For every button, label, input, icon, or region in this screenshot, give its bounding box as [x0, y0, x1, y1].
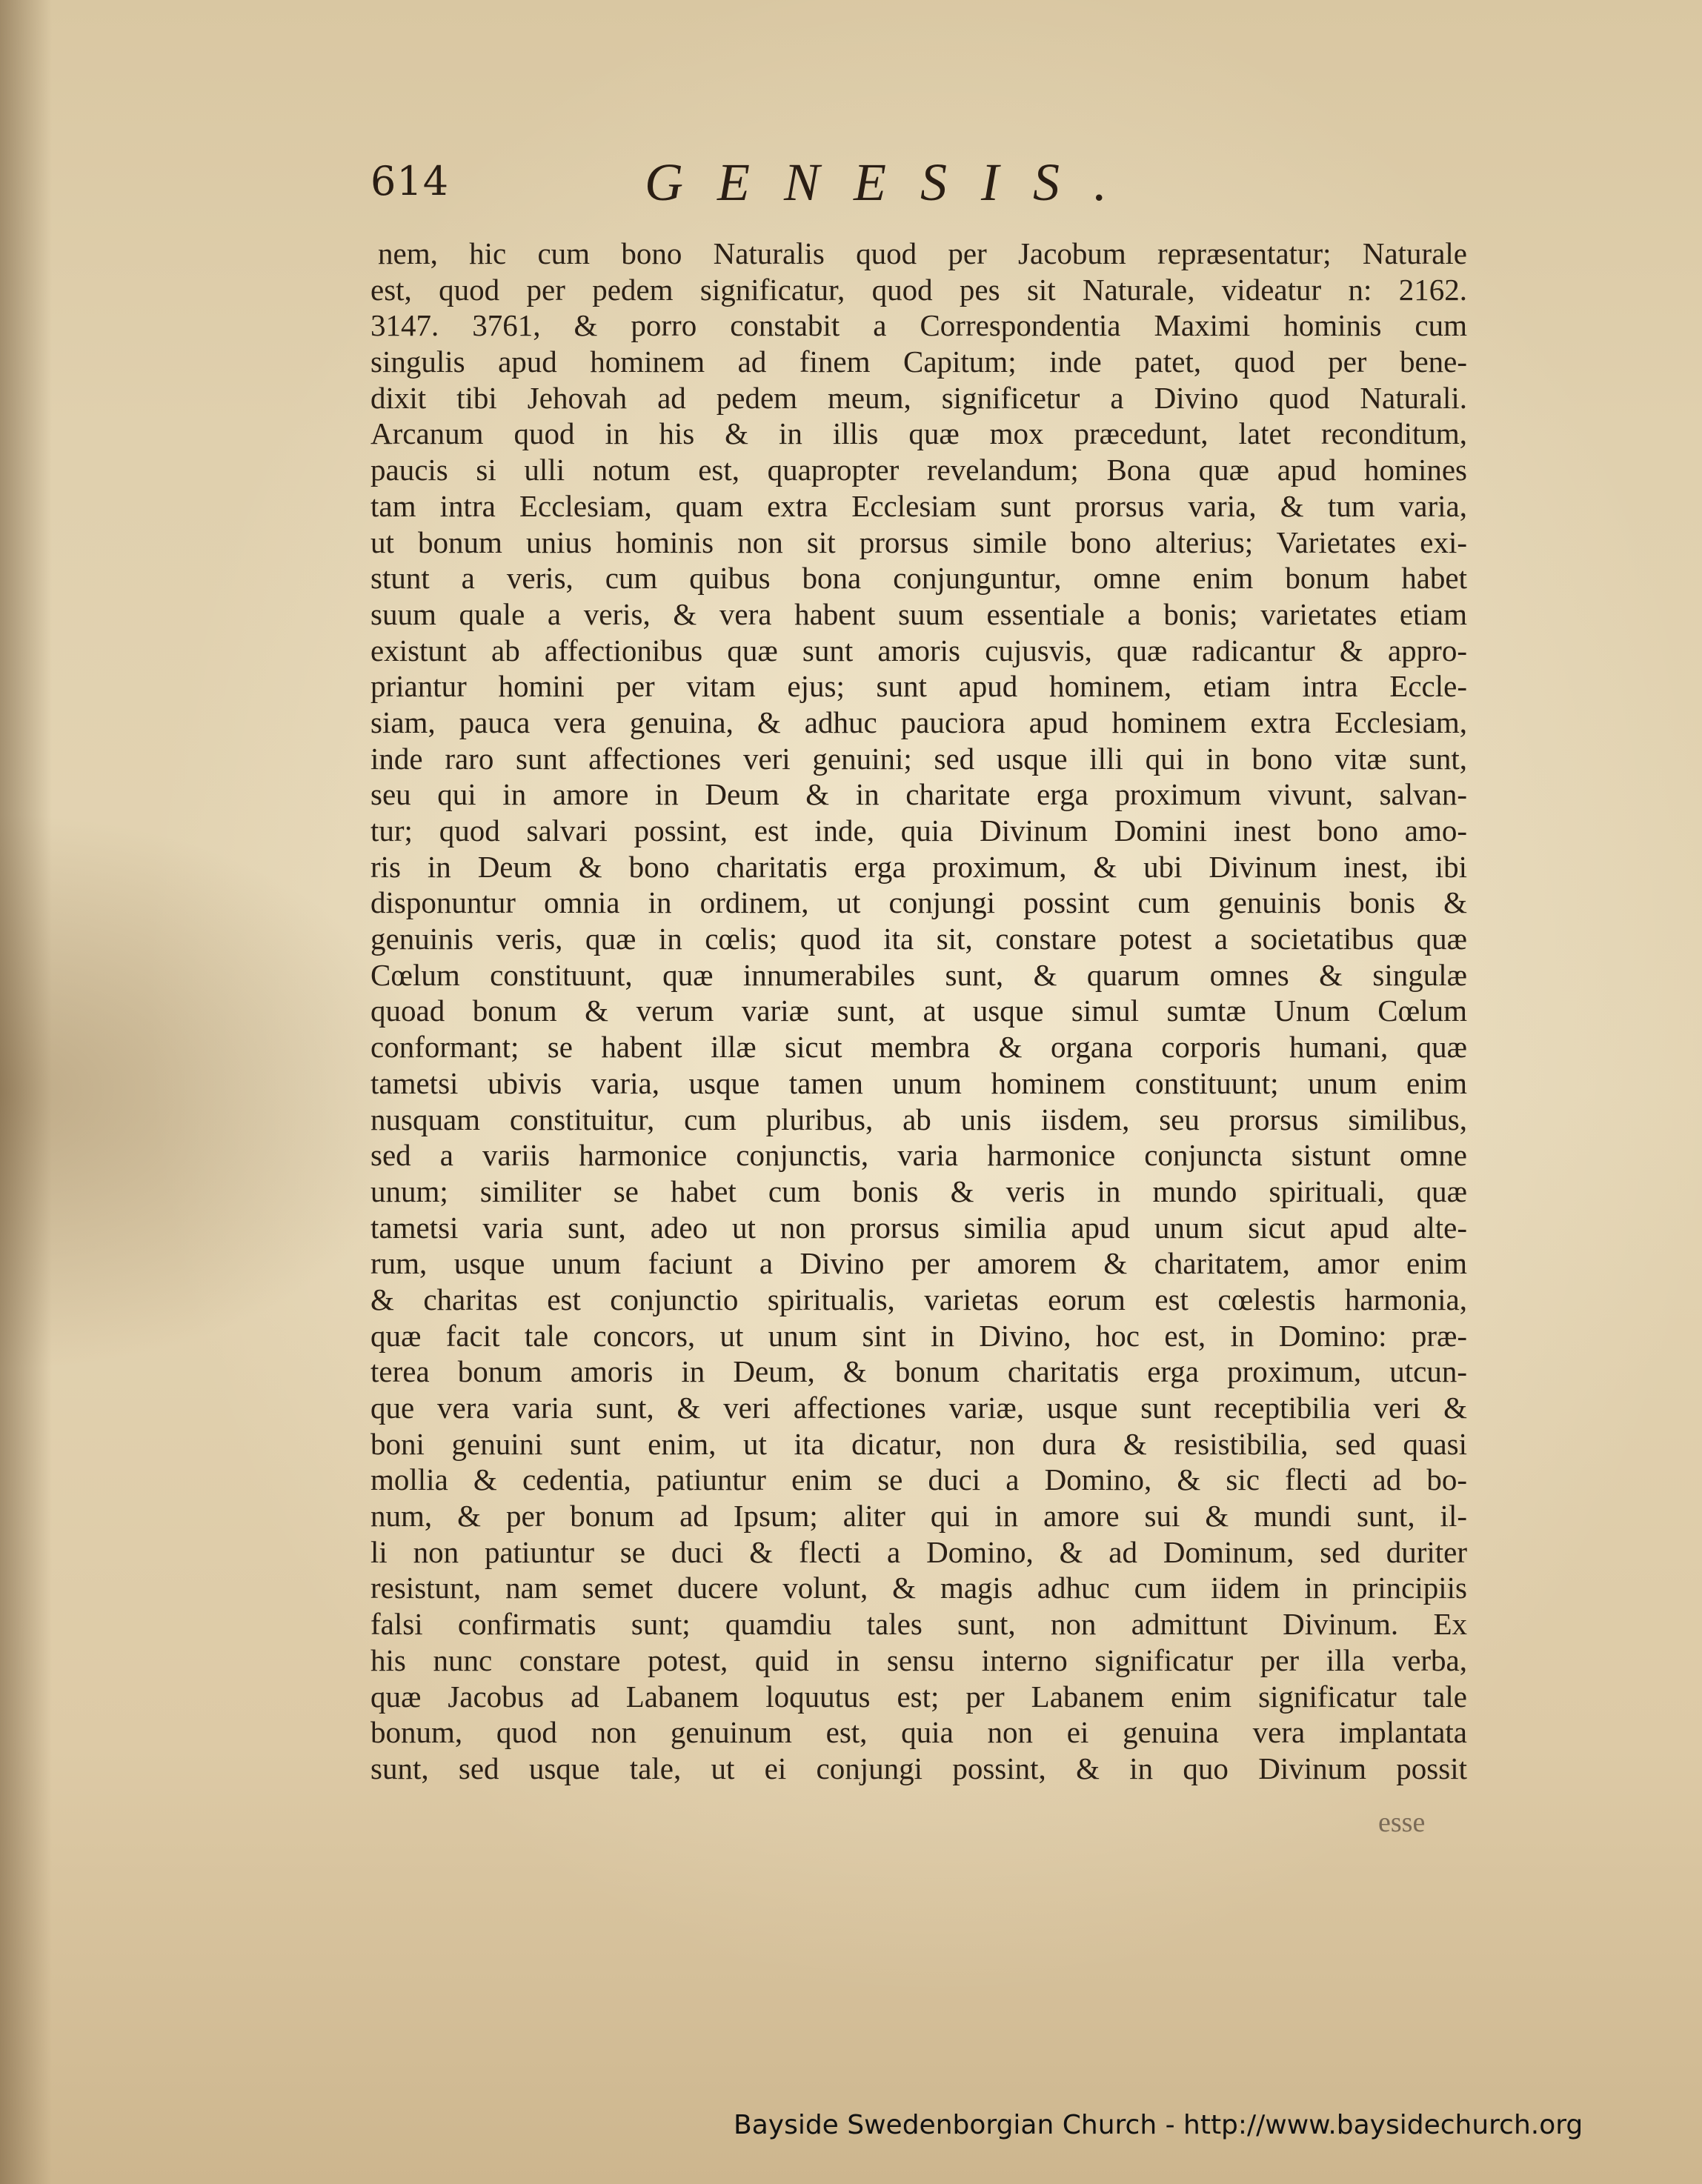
text-line: siam, pauca vera genuina, & adhuc pauciora apud hominem extra Ecclesiam,: [370, 705, 1467, 739]
text-line: ris in Deum & bono charitatis erga proximum, & ubi Divinum inest, ibi: [370, 849, 1467, 884]
text-line: paucis si ulli notum est, quapropter revelandum; Bona quæ apud homines: [370, 453, 1467, 487]
text-line: boni genuini sunt enim, ut ita dicatur, non dura & resistibilia, sed quasi: [370, 1426, 1467, 1461]
running-title: GENESIS.: [645, 153, 1141, 212]
text-line: genuinis veris, quæ in cœlis; quod ita sit, constare potest a societatibus quæ: [370, 922, 1467, 956]
text-line: inde raro sunt affectiones veri genuini; sed usque illi qui in bono vitæ sunt,: [370, 741, 1467, 776]
text-line: his nunc constare potest, quid in sensu interno significatur per illa verba,: [370, 1642, 1467, 1677]
text-line: conformant; se habent illæ sicut membra & organa corporis humani, quæ: [370, 1030, 1467, 1065]
text-line: 3147. 3761, & porro constabit a Correspondentia Maximi hominis cum: [370, 308, 1467, 343]
running-head: [370, 152, 1541, 219]
watermark: Bayside Swedenborgian Church - http://www.baysidechurch.org: [734, 2110, 1583, 2140]
text-line: resistunt, nam semet ducere volunt, & magis adhuc cum iidem in principiis: [370, 1571, 1467, 1605]
catchword: esse: [1378, 1807, 1426, 1838]
text-line: num, & per bonum ad Ipsum; aliter qui in amore sui & mundi sunt, il-: [370, 1499, 1467, 1534]
text-line: nem, hic cum bono Naturalis quod per Jacobum repræsentatur; Naturale: [378, 236, 1467, 270]
text-line: & charitas est conjunctio spiritualis, varietas eorum est cœlestis harmonia,: [370, 1282, 1467, 1316]
text-line: seu qui in amore in Deum & in charitate erga proximum vivunt, salvan-: [370, 777, 1467, 812]
text-line: sed a variis harmonice conjunctis, varia harmonice conjuncta sistunt omne: [370, 1138, 1467, 1173]
text-line: nusquam constituitur, cum pluribus, ab unis iisdem, seu prorsus similibus,: [370, 1102, 1467, 1136]
gutter-shadow: [0, 0, 52, 2184]
text-line: terea bonum amoris in Deum, & bonum charitatis erga proximum, utcun-: [370, 1354, 1467, 1389]
text-line: tametsi varia sunt, adeo ut non prorsus similia apud unum sicut apud alte-: [370, 1210, 1467, 1245]
text-line: singulis apud hominem ad finem Capitum; inde patet, quod per bene-: [370, 344, 1467, 379]
text-line: priantur homini per vitam ejus; sunt apud hominem, etiam intra Eccle-: [370, 669, 1467, 704]
text-line: tur; quod salvari possint, est inde, quia Divinum Domini inest bono amo-: [370, 813, 1467, 848]
text-line: li non patiuntur se duci & flecti a Domino, & ad Dominum, sed duriter: [370, 1534, 1467, 1569]
text-line: falsi confirmatis sunt; quamdiu tales sunt, non admittunt Divinum. Ex: [370, 1607, 1467, 1642]
text-line: suum quale a veris, & vera habent suum essentiale a bonis; varietates etiam: [370, 596, 1467, 631]
text-line: sunt, sed usque tale, ut ei conjungi possint, & in quo Divinum possit: [370, 1751, 1467, 1785]
page-number: 614: [370, 158, 450, 204]
text-line: mollia & cedentia, patiuntur enim se duci a Domino, & sic flecti ad bo-: [370, 1462, 1467, 1497]
text-line: quoad bonum & verum variæ sunt, at usque simul sumtæ Unum Cœlum: [370, 993, 1467, 1028]
text-line: est, quod per pedem significatur, quod pes sit Naturale, videatur n: 2162.: [370, 272, 1467, 307]
text-line: rum, usque unum faciunt a Divino per amorem & charitatem, amor enim: [370, 1246, 1467, 1281]
text-line: que vera varia sunt, & veri affectiones variæ, usque sunt receptibilia veri &: [370, 1391, 1467, 1425]
text-line: unum; similiter se habet cum bonis & veris in mundo spirituali, quæ: [370, 1173, 1467, 1208]
text-line: stunt a veris, cum quibus bona conjunguntur, omne enim bonum habet: [370, 561, 1467, 596]
body-text: [370, 236, 1467, 1787]
text-line: quæ facit tale concors, ut unum sint in Divino, hoc est, in Domino: præ-: [370, 1318, 1467, 1353]
text-line: disponuntur omnia in ordinem, ut conjungi possint cum genuinis bonis &: [370, 885, 1467, 920]
text-line: tametsi ubivis varia, usque tamen unum hominem constituunt; unum enim: [370, 1065, 1467, 1100]
text-line: quæ Jacobus ad Labanem loquutus est; per Labanem enim significatur tale: [370, 1679, 1467, 1714]
text-line: ut bonum unius hominis non sit prorsus simile bono alterius; Varietates exi-: [370, 525, 1467, 559]
text-line: dixit tibi Jehovah ad pedem meum, significetur a Divino quod Naturali.: [370, 380, 1467, 415]
text-line: bonum, quod non genuinum est, quia non ei genuina vera implantata: [370, 1715, 1467, 1750]
text-line: tam intra Ecclesiam, quam extra Ecclesiam sunt prorsus varia, & tum varia,: [370, 488, 1467, 523]
text-line: Cœlum constituunt, quæ innumerabiles sunt, & quarum omnes & singulæ: [370, 957, 1467, 992]
text-line: Arcanum quod in his & in illis quæ mox præcedunt, latet reconditum,: [370, 416, 1467, 451]
text-line: existunt ab affectionibus quæ sunt amoris cujusvis, quæ radicantur & appro-: [370, 633, 1467, 667]
